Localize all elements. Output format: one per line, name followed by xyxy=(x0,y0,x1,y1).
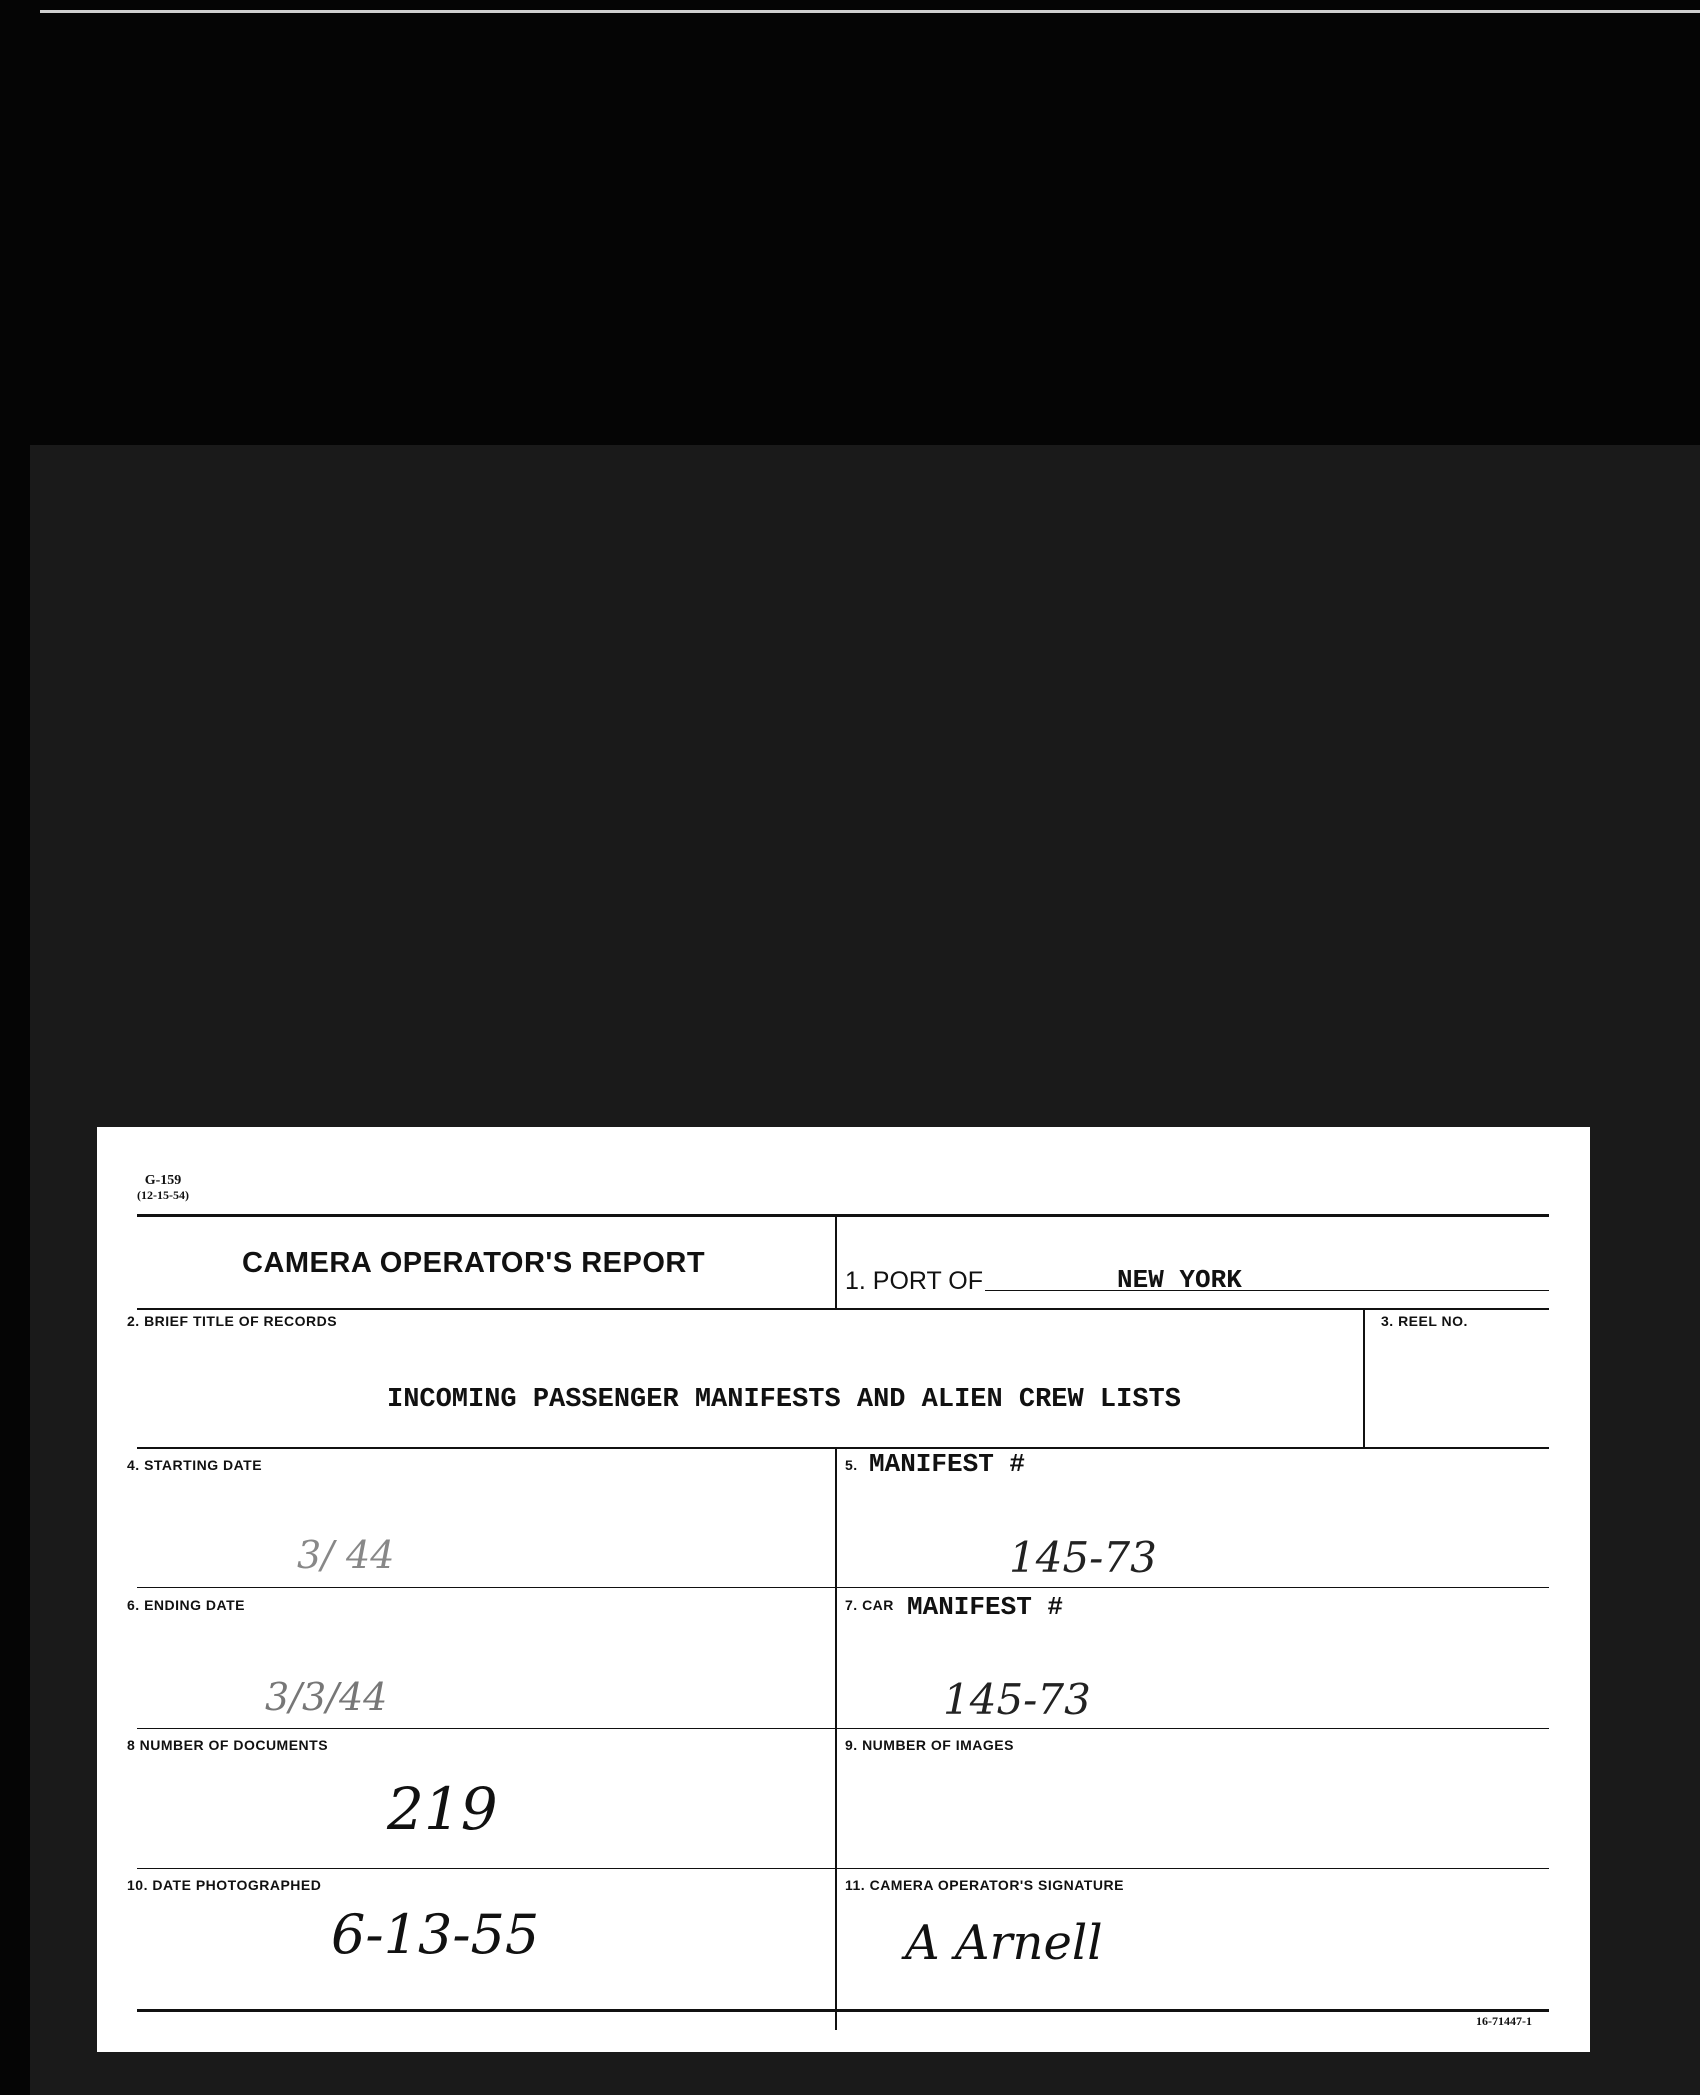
divider-row2 xyxy=(137,1447,1549,1449)
date-photographed-label: 10. DATE PHOTOGRAPHED xyxy=(127,1877,322,1893)
reel-no-label: 3. REEL NO. xyxy=(1381,1313,1468,1329)
num-images-label: 9. NUMBER OF IMAGES xyxy=(845,1737,1014,1753)
field7-number: 7. CAR xyxy=(845,1597,894,1613)
port-label-text: 1. PORT OF xyxy=(845,1267,984,1295)
divider-row5 xyxy=(137,1868,1549,1869)
port-label xyxy=(845,1267,983,1296)
field5-typed-label: MANIFEST # xyxy=(869,1449,1026,1479)
operator-signature: A Arnell xyxy=(905,1915,1103,1971)
report-title: CAMERA OPERATOR'S REPORT xyxy=(242,1247,706,1279)
num-documents-label: 8 NUMBER OF DOCUMENTS xyxy=(127,1737,329,1753)
divider-row1 xyxy=(137,1308,1549,1310)
divider-row4 xyxy=(137,1728,1549,1729)
num-documents-value: 219 xyxy=(387,1775,498,1843)
film-top-edge xyxy=(40,10,1700,23)
report-card xyxy=(97,1127,1590,2052)
ending-date-value: 3/3/44 xyxy=(265,1675,388,1719)
signature-label: 11. CAMERA OPERATOR'S SIGNATURE xyxy=(845,1877,1124,1893)
brief-title-value: INCOMING PASSENGER MANIFESTS AND ALIEN CREW LISTS xyxy=(387,1385,1181,1415)
brief-title-label: 2. BRIEF TITLE OF RECORDS xyxy=(127,1313,338,1329)
field5-value: 145-73 xyxy=(1009,1533,1157,1582)
divider-port-underline xyxy=(985,1290,1549,1291)
date-photographed-value: 6-13-55 xyxy=(331,1903,540,1966)
field7-value: 145-73 xyxy=(943,1675,1091,1724)
divider-bottom xyxy=(137,2009,1549,2012)
port-value: NEW YORK xyxy=(1117,1265,1242,1295)
starting-date-label: 4. STARTING DATE xyxy=(127,1457,263,1473)
footer-form-code: 16-71447-1 xyxy=(1476,2014,1532,2028)
divider-top xyxy=(137,1214,1549,1217)
ending-date-label: 6. ENDING DATE xyxy=(127,1597,245,1613)
divider-center-vertical xyxy=(835,1447,837,2030)
form-code: G-159 xyxy=(144,1173,182,1188)
divider-reel-vertical xyxy=(1363,1308,1365,1448)
field7-typed-label: MANIFEST # xyxy=(907,1592,1064,1622)
divider-row3 xyxy=(137,1587,1549,1588)
divider-header-vertical xyxy=(835,1214,837,1309)
starting-date-value: 3/ 44 xyxy=(297,1533,395,1577)
form-code-block xyxy=(137,1173,189,1203)
form-revision: (12-15-54) xyxy=(137,1188,189,1202)
field5-number: 5. xyxy=(845,1457,858,1473)
